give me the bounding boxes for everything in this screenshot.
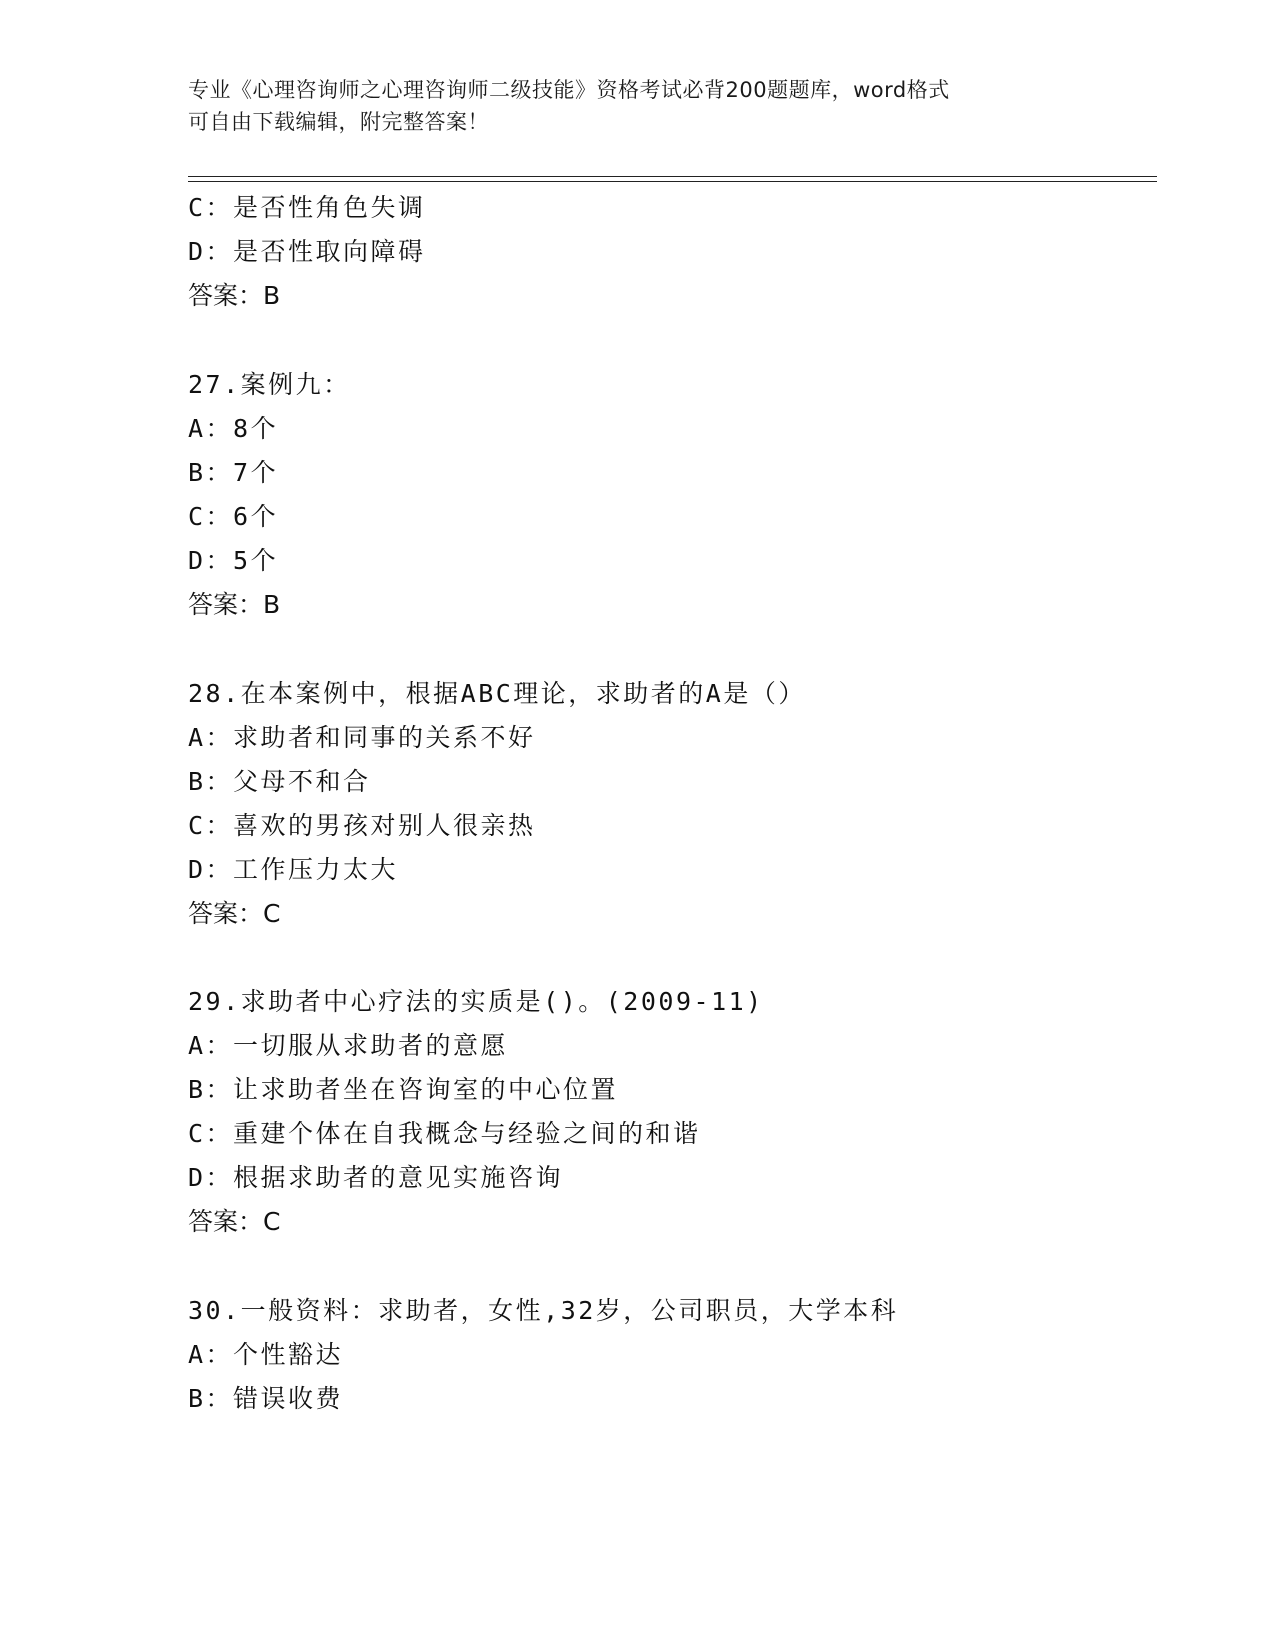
question-29-option-d: D：根据求助者的意见实施咨询 (188, 1163, 564, 1192)
question-28-option-c: C：喜欢的男孩对别人很亲热 (188, 811, 536, 840)
question-29-answer: 答案：C (188, 1207, 281, 1236)
question-27-option-b: B：7个 (188, 458, 279, 487)
question-27-option-d: D：5个 (188, 546, 279, 575)
question-27-stem: 27.案例九： (188, 370, 351, 399)
prev-option-d: D：是否性取向障碍 (188, 237, 426, 266)
question-30-option-a: A：个性豁达 (188, 1340, 344, 1369)
question-30-option-b: B：错误收费 (188, 1384, 344, 1413)
prev-option-c: C：是否性角色失调 (188, 193, 426, 222)
question-28-option-a: A：求助者和同事的关系不好 (188, 723, 536, 752)
document-header (188, 74, 1068, 138)
question-29-option-a: A：一切服从求助者的意愿 (188, 1031, 509, 1060)
header-line-2: 可自由下载编辑，附完整答案！ (188, 110, 489, 134)
question-27-answer: 答案：B (188, 590, 281, 619)
question-28-answer: 答案：C (188, 899, 281, 928)
question-28-option-b: B：父母不和合 (188, 767, 371, 796)
question-27-option-c: C：6个 (188, 502, 279, 531)
question-28-option-d: D：工作压力太大 (188, 855, 399, 884)
header-line-1: 专业《心理咨询师之心理咨询师二级技能》资格考试必背200题题库，word格式 (188, 78, 950, 102)
header-divider-bottom (188, 181, 1157, 182)
header-divider-top (188, 176, 1157, 177)
question-30-stem: 30.一般资料：求助者，女性,32岁，公司职员，大学本科 (188, 1296, 899, 1325)
question-29-option-c: C：重建个体在自我概念与经验之间的和谐 (188, 1119, 701, 1148)
question-29-option-b: B：让求助者坐在咨询室的中心位置 (188, 1075, 619, 1104)
question-28-stem: 28.在本案例中，根据ABC理论，求助者的A是（） (188, 679, 806, 708)
question-27-option-a: A：8个 (188, 414, 279, 443)
question-29-stem: 29.求助者中心疗法的实质是()。(2009-11) (188, 987, 764, 1016)
prev-answer: 答案：B (188, 281, 281, 310)
